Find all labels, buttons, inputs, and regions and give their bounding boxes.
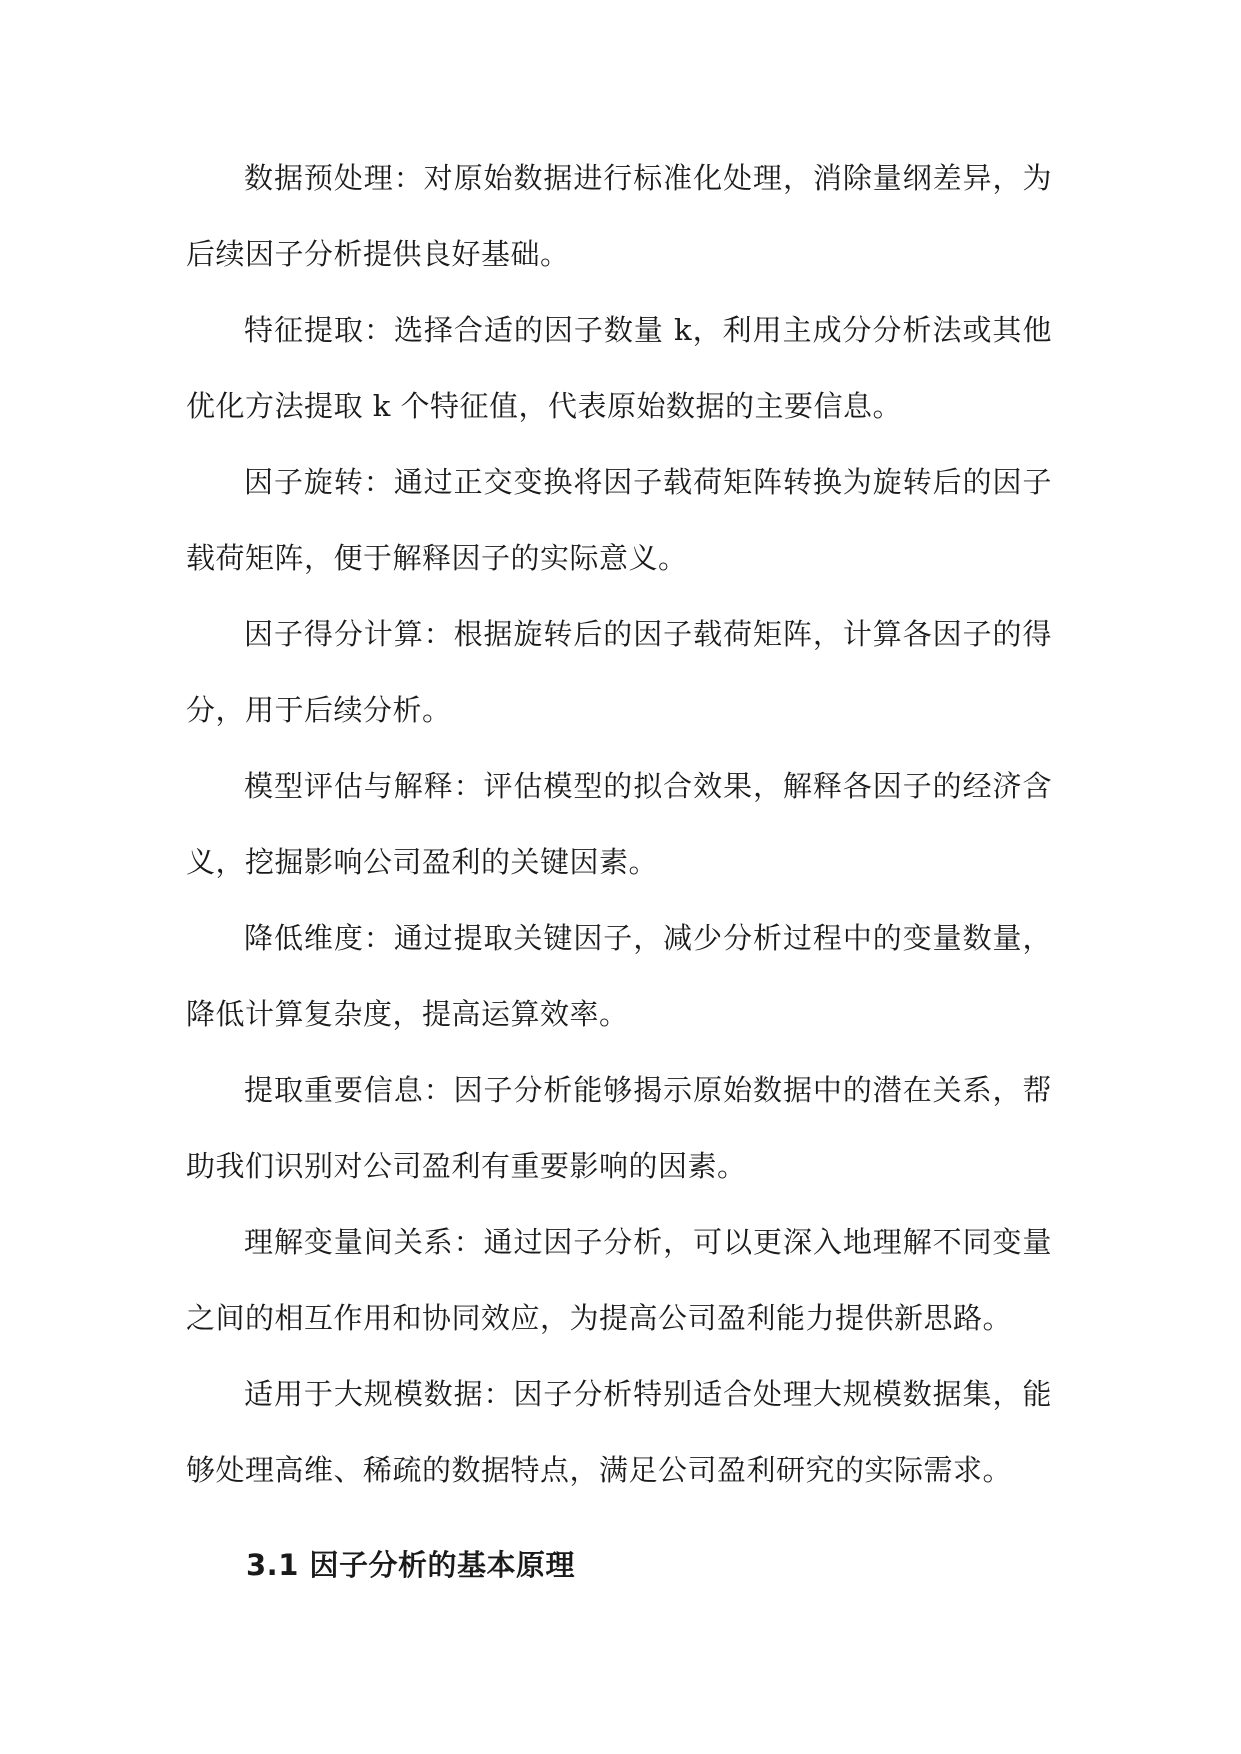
paragraph-variable-relations: 理解变量间关系：通过因子分析，可以更深入地理解不同变量之间的相互作用和协同效应，为提高公司盈利能力提供新思路。 (186, 1225, 1052, 1335)
paragraph-key-information: 提取重要信息：因子分析能够揭示原始数据中的潜在关系，帮助我们识别对公司盈利有重要影响的因素。 (186, 1073, 1052, 1183)
body-text (186, 140, 1052, 1508)
paragraph-large-scale-data: 适用于大规模数据：因子分析特别适合处理大规模数据集，能够处理高维、稀疏的数据特点，满足公司盈利研究的实际需求。 (186, 1377, 1052, 1487)
paragraph-feature-extraction: 特征提取：选择合适的因子数量 k，利用主成分分析法或其他优化方法提取 k 个特征值，代表原始数据的主要信息。 (186, 313, 1052, 423)
section-heading: 3.1 因子分析的基本原理 (246, 1548, 575, 1582)
paragraph-data-preprocessing: 数据预处理：对原始数据进行标准化处理，消除量纲差异，为后续因子分析提供良好基础。 (186, 161, 1052, 271)
paragraph-factor-rotation: 因子旋转：通过正交变换将因子载荷矩阵转换为旋转后的因子载荷矩阵，便于解释因子的实际意义。 (186, 465, 1052, 575)
paragraph-model-evaluation: 模型评估与解释：评估模型的拟合效果，解释各因子的经济含义，挖掘影响公司盈利的关键因素。 (186, 769, 1052, 879)
paragraph-factor-score: 因子得分计算：根据旋转后的因子载荷矩阵，计算各因子的得分，用于后续分析。 (186, 617, 1052, 727)
paragraph-dimension-reduction: 降低维度：通过提取关键因子，减少分析过程中的变量数量，降低计算复杂度，提高运算效率。 (186, 921, 1052, 1031)
